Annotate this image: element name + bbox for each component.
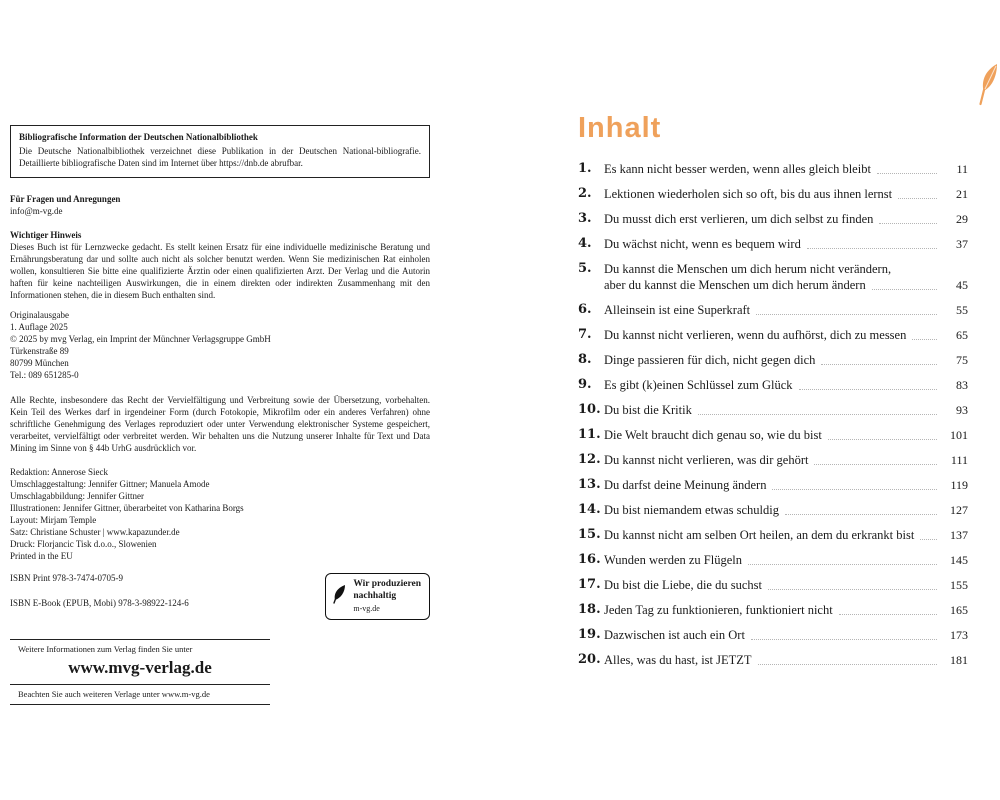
toc-entry-text — [604, 652, 968, 668]
toc-line — [604, 211, 968, 227]
toc-entry — [578, 602, 968, 618]
toc-line — [604, 502, 968, 518]
toc-page-number: 127 — [950, 503, 968, 517]
toc-number: 15. — [578, 527, 601, 542]
toc-title: Es kann nicht besser werden, wenn alles gleich bleibt — [604, 162, 871, 176]
bibliographic-info-box — [10, 125, 430, 178]
toc-page-number: 155 — [950, 578, 968, 592]
dotted-leader — [877, 173, 937, 174]
toc-entry — [578, 477, 968, 493]
toc-entry-text — [604, 211, 968, 227]
toc-number: 6. — [578, 302, 592, 317]
toc-number: 13. — [578, 477, 601, 492]
credit-line: Redaktion: Annerose Sieck — [10, 467, 108, 478]
rights-text: Alle Rechte, insbesondere das Recht der Vervielfältigung und Verbreitung sowie der Übersetzung, vorbehalten. Kein Teil des Werkes darf in irgendeiner Form (durch Fotokopie, Mikrofilm oder ein anderes Verfahren) ohne schriftliche Genehmigung des Verlages reproduziert oder unter Verwendung elektronischer Systeme gespeichert, verarbeitet, vervielfältigt oder verbreitet werden. Wir behalten uns die Nutzung unserer Inhalte für Text und Data Mining im Sinne von § 44b UrhG ausdrücklich vor. — [10, 395, 430, 454]
toc-page-number: 93 — [956, 403, 968, 417]
toc-entry — [578, 161, 968, 177]
toc-title: Du bist die Kritik — [604, 403, 692, 417]
toc-title: Es gibt (k)einen Schlüssel zum Glück — [604, 378, 793, 392]
toc-title: Du kannst nicht am selben Ort heilen, an dem du erkrankt bist — [604, 528, 915, 542]
footer-intro: Weitere Informationen zum Verlag finden Sie unter — [18, 644, 193, 654]
toc-entry-text — [604, 627, 968, 643]
toc-line — [604, 452, 968, 468]
isbn-line: ISBN Print 978-3-7474-0705-9 — [10, 573, 123, 584]
toc-page-number: 165 — [950, 603, 968, 617]
toc-entry — [578, 527, 968, 543]
edition-line: © 2025 by mvg Verlag, ein Imprint der Münchner Verlagsgruppe GmbH — [10, 333, 271, 344]
toc-title-continued: aber du kannst die Menschen um dich herum ändern — [604, 278, 866, 292]
toc-entry — [578, 402, 968, 418]
toc-title: Du kannst die Menschen um dich herum nicht verändern, — [604, 262, 892, 276]
dotted-leader — [839, 614, 937, 615]
toc-entry-text — [604, 477, 968, 493]
edition-line: 80799 München — [10, 357, 69, 368]
notice-heading: Wichtiger Hinweis — [10, 229, 82, 240]
toc-page-number: 83 — [956, 378, 968, 392]
toc-entry — [578, 261, 968, 293]
toc-line — [604, 577, 968, 593]
toc-number: 7. — [578, 327, 592, 342]
edition-lines — [10, 310, 430, 382]
contents-page — [578, 112, 968, 677]
toc-page-number: 119 — [950, 478, 968, 492]
toc-number: 17. — [578, 577, 601, 592]
dotted-leader — [828, 439, 937, 440]
toc-entry — [578, 452, 968, 468]
toc-line — [604, 302, 968, 318]
toc-number: 14. — [578, 502, 601, 517]
toc-number: 16. — [578, 552, 601, 567]
toc-number: 9. — [578, 377, 592, 392]
contact-heading: Für Fragen und Anregungen — [10, 193, 121, 204]
toc-page-number: 145 — [950, 553, 968, 567]
dotted-leader — [912, 339, 937, 340]
bib-text: Die Deutsche Nationalbibliothek verzeichnet diese Publikation in der Deutschen National-bibliografie. Detaillierte bibliografische Daten sind im Internet über https://dnb.de abrufbar. — [19, 145, 421, 168]
toc-line — [604, 327, 968, 343]
toc-entry — [578, 186, 968, 202]
toc-page-number: 137 — [950, 528, 968, 542]
imprint-page — [10, 125, 430, 705]
toc-number: 1. — [578, 161, 592, 176]
toc-title: Alleinsein ist eine Superkraft — [604, 303, 751, 317]
toc-number: 12. — [578, 452, 601, 467]
toc-entry-text — [604, 452, 968, 468]
toc-entry — [578, 627, 968, 643]
toc-page-number: 45 — [956, 278, 968, 292]
credit-line: Satz: Christiane Schuster | www.kapazunder.de — [10, 527, 180, 538]
toc-title: Du kannst nicht verlieren, was dir gehört — [604, 453, 809, 467]
toc-page-number: 65 — [956, 328, 968, 342]
dotted-leader — [751, 639, 937, 640]
toc-page-number: 21 — [956, 187, 968, 201]
publisher-footer-box — [10, 639, 270, 705]
toc-page-number: 173 — [950, 628, 968, 642]
edition-line: Tel.: 089 651285-0 — [10, 369, 79, 380]
toc-title: Wunden werden zu Flügeln — [604, 553, 743, 567]
notice-text: Dieses Buch ist für Lernzwecke gedacht. Es stellt keinen Ersatz für eine individuelle medizinische Beratung und Ernährungsberatung dar und sollte auch nicht als solcher benutzt werden. Wenn Sie medizinischen Rat einholen wollen, konsultieren Sie bitte eine qualifizierte Ärztin oder einen qualifizierten Arzt. Der Verlag und die Autorin haften für keine nachteiligen Auswirkungen, die in einem direkten oder indirekten Zusammenhang mit den Informationen stehen, die in diesem Buch enthalten sind. — [10, 241, 430, 300]
toc-title: Du kannst nicht verlieren, wenn du aufhörst, dich zu messen — [604, 328, 907, 342]
leaf-icon — [332, 584, 348, 608]
credits-lines — [10, 467, 430, 563]
toc-entry — [578, 652, 968, 668]
notice-section — [10, 230, 430, 302]
toc-page-number: 111 — [950, 453, 968, 467]
toc-title: Du bist die Liebe, die du suchst — [604, 578, 762, 592]
edition-line: Originalausgabe — [10, 309, 69, 320]
dotted-leader — [758, 664, 937, 665]
toc-title: Du darfst deine Meinung ändern — [604, 478, 767, 492]
toc-number: 2. — [578, 186, 592, 201]
toc-entry-text — [604, 236, 968, 252]
toc-entry-text — [604, 302, 968, 318]
toc-title: Lektionen wiederholen sich so oft, bis du aus ihnen lernst — [604, 187, 893, 201]
toc-entry-text — [604, 602, 968, 618]
toc-entry-text — [604, 527, 968, 543]
dotted-leader — [920, 539, 937, 540]
toc-entry-text — [604, 402, 968, 418]
toc-line — [604, 477, 968, 493]
toc-number: 19. — [578, 627, 601, 642]
toc-line — [604, 377, 968, 393]
toc-entry — [578, 502, 968, 518]
toc-entry — [578, 211, 968, 227]
toc-title: Du musst dich erst verlieren, um dich selbst zu finden — [604, 212, 874, 226]
toc-page-number: 75 — [956, 353, 968, 367]
toc-entry-text — [604, 427, 968, 443]
toc-entry-text — [604, 552, 968, 568]
toc-number: 10. — [578, 402, 601, 417]
dotted-leader — [879, 223, 937, 224]
toc-number: 3. — [578, 211, 592, 226]
toc-line — [604, 627, 968, 643]
badge-text — [353, 578, 421, 615]
dotted-leader — [785, 514, 937, 515]
credit-line: Printed in the EU — [10, 551, 73, 562]
dotted-leader — [698, 414, 937, 415]
toc-title: Alles, was du hast, ist JETZT — [604, 653, 752, 667]
dotted-leader — [772, 489, 937, 490]
contact-email: info@m-vg.de — [10, 205, 63, 216]
toc-line — [604, 161, 968, 177]
feather-icon — [977, 62, 1000, 106]
toc-line — [604, 652, 968, 668]
badge-site: m-vg.de — [353, 604, 380, 613]
toc-title: Du bist niemandem etwas schuldig — [604, 503, 779, 517]
toc-entry-text — [604, 261, 968, 293]
toc-page-number: 181 — [950, 653, 968, 667]
toc-entry — [578, 552, 968, 568]
toc-page-number: 11 — [956, 162, 968, 176]
toc-title: Dinge passieren für dich, nicht gegen dich — [604, 353, 816, 367]
dotted-leader — [748, 564, 937, 565]
edition-line: Türkenstraße 89 — [10, 345, 69, 356]
toc-entry-text — [604, 186, 968, 202]
contents-heading: Inhalt — [578, 112, 662, 144]
toc-number: 20. — [578, 652, 601, 667]
dotted-leader — [768, 589, 937, 590]
bib-title: Bibliografische Information der Deutschen Nationalbibliothek — [19, 132, 258, 142]
isbn-line: ISBN E-Book (EPUB, Mobi) 978-3-98922-124-6 — [10, 598, 189, 609]
toc-number: 11. — [578, 427, 601, 442]
footer-note: Beachten Sie auch weiteren Verlage unter www.m-vg.de — [18, 688, 210, 699]
toc-line — [604, 602, 968, 618]
toc-page-number: 37 — [956, 237, 968, 251]
toc-entry-text — [604, 161, 968, 177]
toc-title: Dazwischen ist auch ein Ort — [604, 628, 745, 642]
dotted-leader — [807, 248, 937, 249]
toc-list — [578, 161, 968, 668]
toc-line — [604, 427, 968, 443]
toc-entry — [578, 236, 968, 252]
toc-page-number: 29 — [956, 212, 968, 226]
toc-line — [604, 236, 968, 252]
toc-entry — [578, 577, 968, 593]
footer-url: www.mvg-verlag.de — [10, 657, 270, 685]
toc-line — [604, 277, 968, 293]
toc-title: Die Welt braucht dich genau so, wie du bist — [604, 428, 822, 442]
toc-number: 18. — [578, 602, 601, 617]
toc-entry-text — [604, 352, 968, 368]
toc-number: 4. — [578, 236, 592, 251]
toc-page-number: 101 — [950, 428, 968, 442]
dotted-leader — [814, 464, 937, 465]
toc-title: Jeden Tag zu funktionieren, funktioniert nicht — [604, 603, 833, 617]
credit-line: Layout: Mirjam Temple — [10, 515, 97, 526]
badge-line1: Wir produzieren — [353, 579, 421, 590]
dotted-leader — [898, 198, 937, 199]
toc-entry — [578, 377, 968, 393]
toc-title: Du wächst nicht, wenn es bequem wird — [604, 237, 801, 251]
credit-line: Illustrationen: Jennifer Gittner, überarbeitet von Katharina Borgs — [10, 503, 244, 514]
dotted-leader — [821, 364, 937, 365]
contact-section — [10, 194, 430, 218]
toc-entry-text — [604, 327, 968, 343]
edition-line: 1. Auflage 2025 — [10, 321, 68, 332]
credit-line: Umschlaggestaltung: Jennifer Gittner; Manuela Amode — [10, 479, 210, 490]
toc-line — [604, 527, 968, 543]
toc-entry — [578, 302, 968, 318]
toc-entry — [578, 427, 968, 443]
toc-number: 5. — [578, 261, 592, 276]
toc-entry-text — [604, 377, 968, 393]
toc-entry — [578, 327, 968, 343]
dotted-leader — [872, 289, 937, 290]
toc-line — [604, 186, 968, 202]
toc-line — [604, 402, 968, 418]
isbn-lines — [10, 573, 189, 623]
credit-line: Umschlagabbildung: Jennifer Gittner — [10, 491, 144, 502]
credit-line: Druck: Florjancic Tisk d.o.o., Slowenien — [10, 539, 157, 550]
isbn-row — [10, 573, 430, 623]
sustainability-badge — [325, 573, 430, 620]
badge-line2: nachhaltig — [353, 591, 397, 602]
toc-line — [604, 552, 968, 568]
toc-entry — [578, 352, 968, 368]
toc-line — [604, 352, 968, 368]
dotted-leader — [799, 389, 937, 390]
toc-number: 8. — [578, 352, 592, 367]
toc-entry-text — [604, 577, 968, 593]
dotted-leader — [756, 314, 937, 315]
toc-page-number: 55 — [956, 303, 968, 317]
toc-entry-text — [604, 502, 968, 518]
